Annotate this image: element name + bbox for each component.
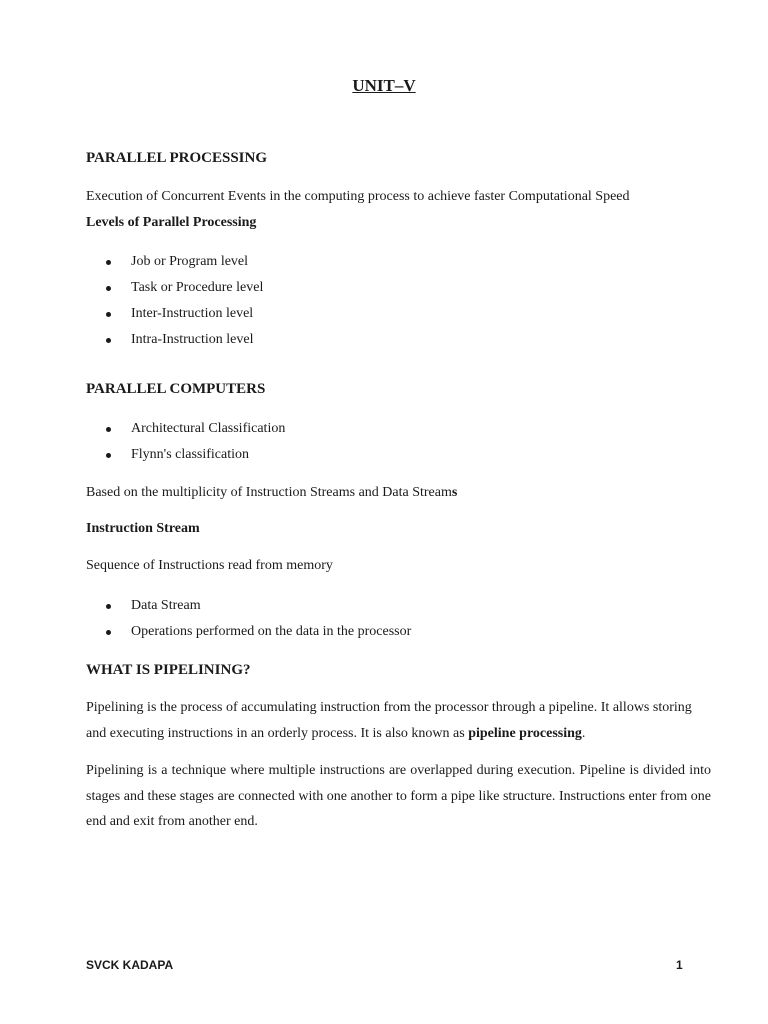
levels-list (103, 253, 263, 357)
list-item: Operations performed on the data in the processor (103, 623, 411, 649)
bullet-icon (106, 453, 111, 458)
pipeline-processing-term: pipeline processing (468, 725, 582, 741)
classification-list (103, 420, 285, 472)
parallel-computers-heading: PARALLEL COMPUTERS (86, 381, 266, 397)
list-item: Task or Procedure level (103, 279, 263, 305)
page-number: 1 (676, 958, 683, 972)
pipelining-paragraph-1: Pipelining is the process of accumulating instruction from the processor through a pipeline. It allows storing and executing instructions in an orderly process. It is also known as pipeline processing. (86, 700, 692, 741)
levels-heading: Levels of Parallel Processing (86, 215, 257, 230)
bullet-icon (106, 427, 111, 432)
bullet-icon (106, 286, 111, 291)
parallel-processing-heading: PARALLEL PROCESSING (86, 150, 268, 166)
bullet-icon (106, 630, 111, 635)
pipelining-heading: WHAT IS PIPELINING? (86, 662, 251, 678)
unit-title: UNIT–V (352, 76, 416, 95)
list-item: Job or Program level (103, 253, 263, 279)
bullet-icon (106, 604, 111, 609)
streams-basis-text: Based on the multiplicity of Instruction Streams and Data Streams (86, 485, 458, 500)
list-item: Inter-Instruction level (103, 305, 263, 331)
list-item: Intra-Instruction level (103, 331, 263, 357)
bullet-icon (106, 312, 111, 317)
pipelining-paragraph-2: Pipelining is a technique where multiple instructions are overlapped during execution. Pipeline is divided into stages and these stages are connected with one another to form a pipe like structure. Instructions enter from one end and exit from another end. (86, 763, 711, 829)
instruction-stream-text: Sequence of Instructions read from memory (86, 558, 333, 573)
list-item: Architectural Classification (103, 420, 285, 446)
footer-institution: SVCK KADAPA (86, 958, 174, 972)
bullet-icon (106, 260, 111, 265)
data-stream-list (103, 597, 411, 649)
bullet-icon (106, 338, 111, 343)
list-item: Data Stream (103, 597, 411, 623)
list-item: Flynn's classification (103, 446, 285, 472)
parallel-processing-definition: Execution of Concurrent Events in the computing process to achieve faster Computational Speed (86, 189, 630, 204)
instruction-stream-heading: Instruction Stream (86, 521, 200, 536)
